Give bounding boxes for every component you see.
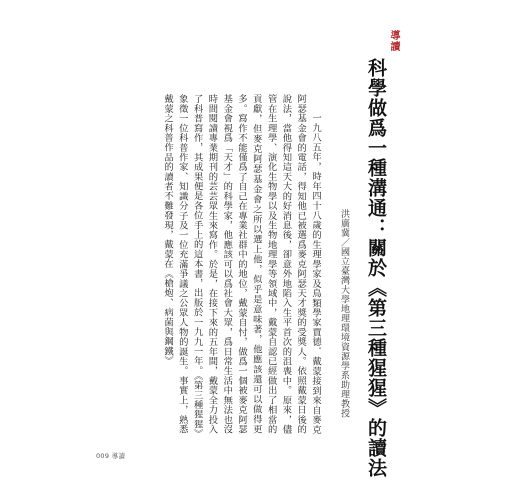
body-text [159,94,322,434]
author-byline: 洪廣冀／國立臺灣大學地理環境資源學系助理教授 [339,209,349,418]
page-footer: 009 導讀 [96,452,126,460]
book-page [96,14,426,478]
section-label: 導讀 [388,30,399,52]
chapter-title: 科學做爲一種溝通：關於《第三種猩猩》的讀法 [365,58,387,478]
paragraph: 一九八五年，時年四十八歲的生理學家及鳥類學家賈德．戴蒙接到來自麥克阿瑟基金會的電話，得知他已被選爲麥克阿瑟天才獎的受獎人。依照戴蒙日後的說法，當他得知這天大的好消息後，卻意外地陷入生平首次的沮喪中。原來，儘管在生理學、演化生物學以及生物地理學等領域中，戴蒙自認已經做出了相當的貢獻，但麥克阿瑟基金會之所以選上他，似乎是意味著，他應該還可以做得更多。寫作不能僅爲了自己在專業社群中的地位，戴蒙自忖，做爲一個被麥克阿瑟基金會視爲「天才」的科學家，他應該可以爲社會大眾，爲日常生活中無法也沒時間閱讀專業期刊的芸芸眾生來寫作。於是，在接下來的五年間，戴蒙全力投入了科普寫作，其成果便是各位手上的這本書，出版於一九九一年。《第三種猩猩》象徵一位科普作家、知識分子及一位充滿爭議之公眾人物的誕生。事實上，熟悉戴蒙之科普作品的讀者不難發現，戴蒙在《槍炮、病菌與鋼鐵》 [162,94,321,434]
